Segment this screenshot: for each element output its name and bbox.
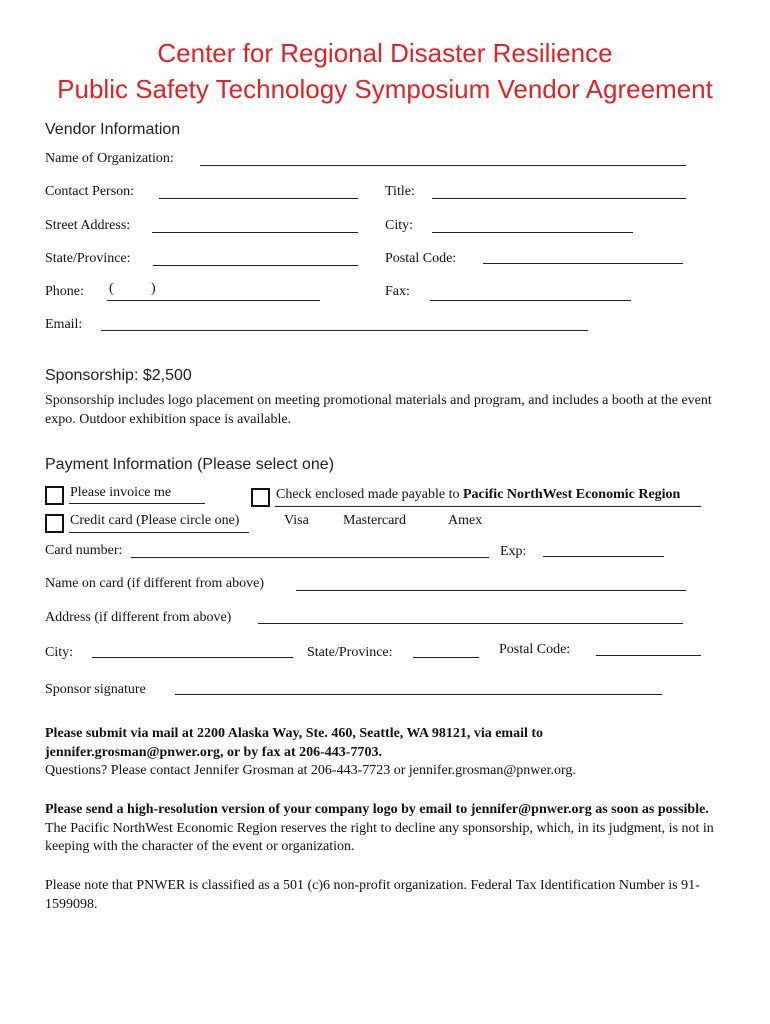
organization-field[interactable] [200,165,686,166]
contact-person-field[interactable] [159,198,358,199]
card-option-amex[interactable]: Amex [448,513,483,528]
city-field[interactable] [432,232,633,233]
title-label: Title: [385,184,415,199]
check-payee: Pacific NorthWest Economic Region [462,487,681,502]
state-province-label: State/Province: [45,251,131,266]
logo-instructions: Please send a high-resolution version of your company logo by email to jennifer@pnwer.org as soon as possible. The Pacific NorthWest Economic Region reserves the right to decline any sponsorship, which, in its judgment, is not in keeping with the character of the event or organization. [45,802,714,854]
credit-card-underline [69,532,249,533]
invoice-label: Please invoice me [70,485,172,500]
postal-code-label: Postal Code: [385,251,457,266]
phone-label: Phone: [45,284,84,299]
alt-postal-label: Postal Code: [499,642,571,657]
title-field[interactable] [432,198,686,199]
name-on-card-field[interactable] [296,590,686,591]
credit-card-checkbox[interactable] [45,514,64,533]
phone-area-close-paren: ) [151,281,156,296]
email-label: Email: [45,317,83,332]
vendor-info-heading: Vendor Information [45,121,181,138]
city-label: City: [385,218,414,233]
check-enclosed-underline [275,506,701,507]
questions-contact: Questions? Please contact Jennifer Grosman at 206-443-7723 or jennifer.grosman@pnwer.org. [45,763,576,778]
contact-person-label: Contact Person: [45,184,135,199]
exp-label: Exp: [500,544,527,559]
payment-info-heading: Payment Information (Please select one) [45,456,335,473]
state-province-field[interactable] [153,265,358,266]
alt-address-label: Address (if different from above) [45,610,232,625]
fax-field[interactable] [430,300,631,301]
credit-card-label: Credit card (Please circle one) [70,513,240,528]
sponsor-signature-field[interactable] [175,694,662,695]
alt-address-field[interactable] [258,623,683,624]
check-enclosed-checkbox[interactable] [251,488,270,507]
exp-field[interactable] [543,556,664,557]
check-enclosed-label: Check enclosed made payable to Pacific NorthWest Economic Region [276,487,681,502]
card-option-visa[interactable]: Visa [284,513,309,528]
street-address-label: Street Address: [45,218,131,233]
postal-code-field[interactable] [483,263,683,264]
tax-status-note: Please note that PNWER is classified as a 501 (c)6 non-profit organization. Federal Tax Identification Number is 91-1599098. [45,878,700,912]
alt-state-label: State/Province: [307,645,393,660]
card-option-mastercard[interactable]: Mastercard [343,513,406,528]
card-number-field[interactable] [131,557,489,558]
organization-label: Name of Organization: [45,151,174,166]
card-number-label: Card number: [45,543,123,558]
alt-postal-field[interactable] [596,655,701,656]
invoice-checkbox[interactable] [45,486,64,505]
name-on-card-label: Name on card (if different from above) [45,576,264,591]
sponsorship-heading: Sponsorship: $2,500 [45,367,192,384]
phone-area-open-paren: ( [109,281,114,296]
form-title-line2: Public Safety Technology Symposium Vendor Agreement [57,74,713,104]
sponsorship-description: Sponsorship includes logo placement on meeting promotional materials and program, and includes a booth at the event expo. Outdoor exhibition space is available. [45,393,712,427]
sponsor-signature-label: Sponsor signature [45,682,146,697]
alt-state-field[interactable] [413,657,479,658]
alt-city-field[interactable] [92,657,293,658]
fax-label: Fax: [385,284,410,299]
alt-city-label: City: [45,645,74,660]
invoice-underline [69,503,205,504]
submit-instructions: Please submit via mail at 2200 Alaska Way, Ste. 460, Seattle, WA 98121, via email to jennifer.grosman@pnwer.org, or by fax at 206-443-7703. [45,726,544,760]
phone-field[interactable] [107,300,320,301]
form-title-line1: Center for Regional Disaster Resilience [157,38,613,68]
email-field[interactable] [101,330,588,331]
street-address-field[interactable] [152,232,358,233]
